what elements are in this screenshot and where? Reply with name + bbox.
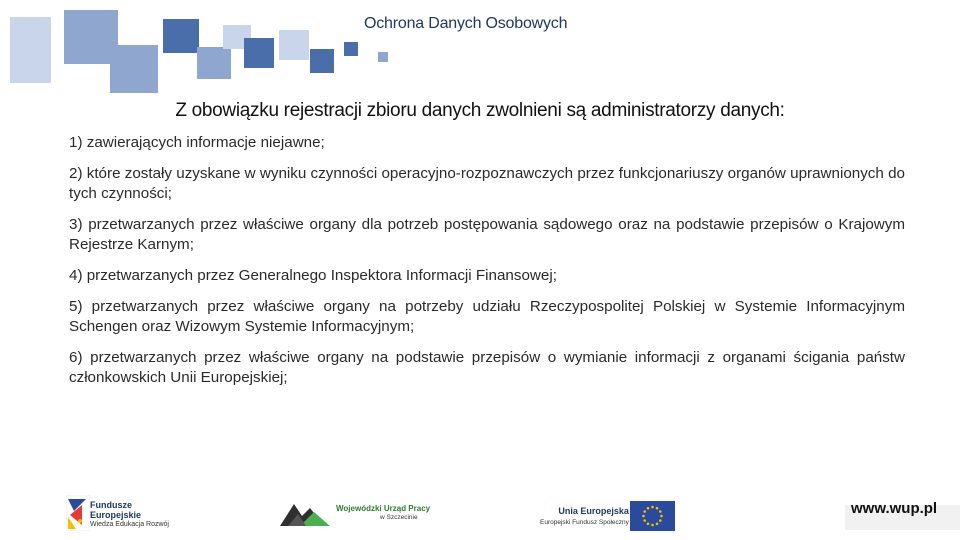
decor-square xyxy=(310,49,334,73)
wup-label: Wojewódzki Urząd Pracy w Szczecinie xyxy=(336,504,431,521)
wup-logo xyxy=(280,500,332,528)
list-item: 5) przetwarzanych przez właściwe organy na potrzeby udziału Rzeczypospolitej Polskiej w Systemie Informacyjnym Schengen oraz Wizowym Systemie Informacyjnym; xyxy=(69,298,905,335)
list-item: 3) przetwarzanych przez właściwe organy dla potrzeb postępowania sądowego oraz na podstawie przepisów o Krajowym Rejestrze Karnym; xyxy=(69,216,905,253)
decor-square xyxy=(279,30,309,60)
website-url[interactable]: www.wup.pl xyxy=(851,500,938,517)
list-item: 2) które zostały uzyskane w wyniku czynności operacyjno-rozpoznawczych przez funkcjonariuszy organów uprawnionych do tych czynności; xyxy=(69,165,905,202)
exemption-list xyxy=(69,133,905,399)
fundusze-europejskie-logo xyxy=(66,495,90,531)
fundusze-europejskie-label: Fundusze Europejskie Wiedza Edukacja Rozwój xyxy=(90,500,169,528)
unia-europejska-label: Unia Europejska Europejski Fundusz Społeczny xyxy=(540,506,629,526)
list-item: 1) zawierających informacje niejawne; xyxy=(69,134,325,151)
decor-square xyxy=(197,47,231,79)
decor-square xyxy=(244,38,274,68)
decor-square xyxy=(110,45,158,93)
list-item: 4) przetwarzanych przez Generalnego Inspektora Informacji Finansowej; xyxy=(69,267,557,284)
decor-square xyxy=(378,52,388,62)
slide-heading: Z obowiązku rejestracji zbioru danych zwolnieni są administratorzy danych: xyxy=(175,100,785,121)
decor-square xyxy=(10,17,51,83)
eu-flag-icon xyxy=(630,501,675,531)
decor-square xyxy=(163,19,199,53)
page-header-title: Ochrona Danych Osobowych xyxy=(364,15,568,32)
list-item: 6) przetwarzanych przez właściwe organy na podstawie przepisów o wymianie informacji z organami ścigania państw członkowskich Unii Europejskiej; xyxy=(69,349,905,386)
decor-square xyxy=(344,42,358,56)
